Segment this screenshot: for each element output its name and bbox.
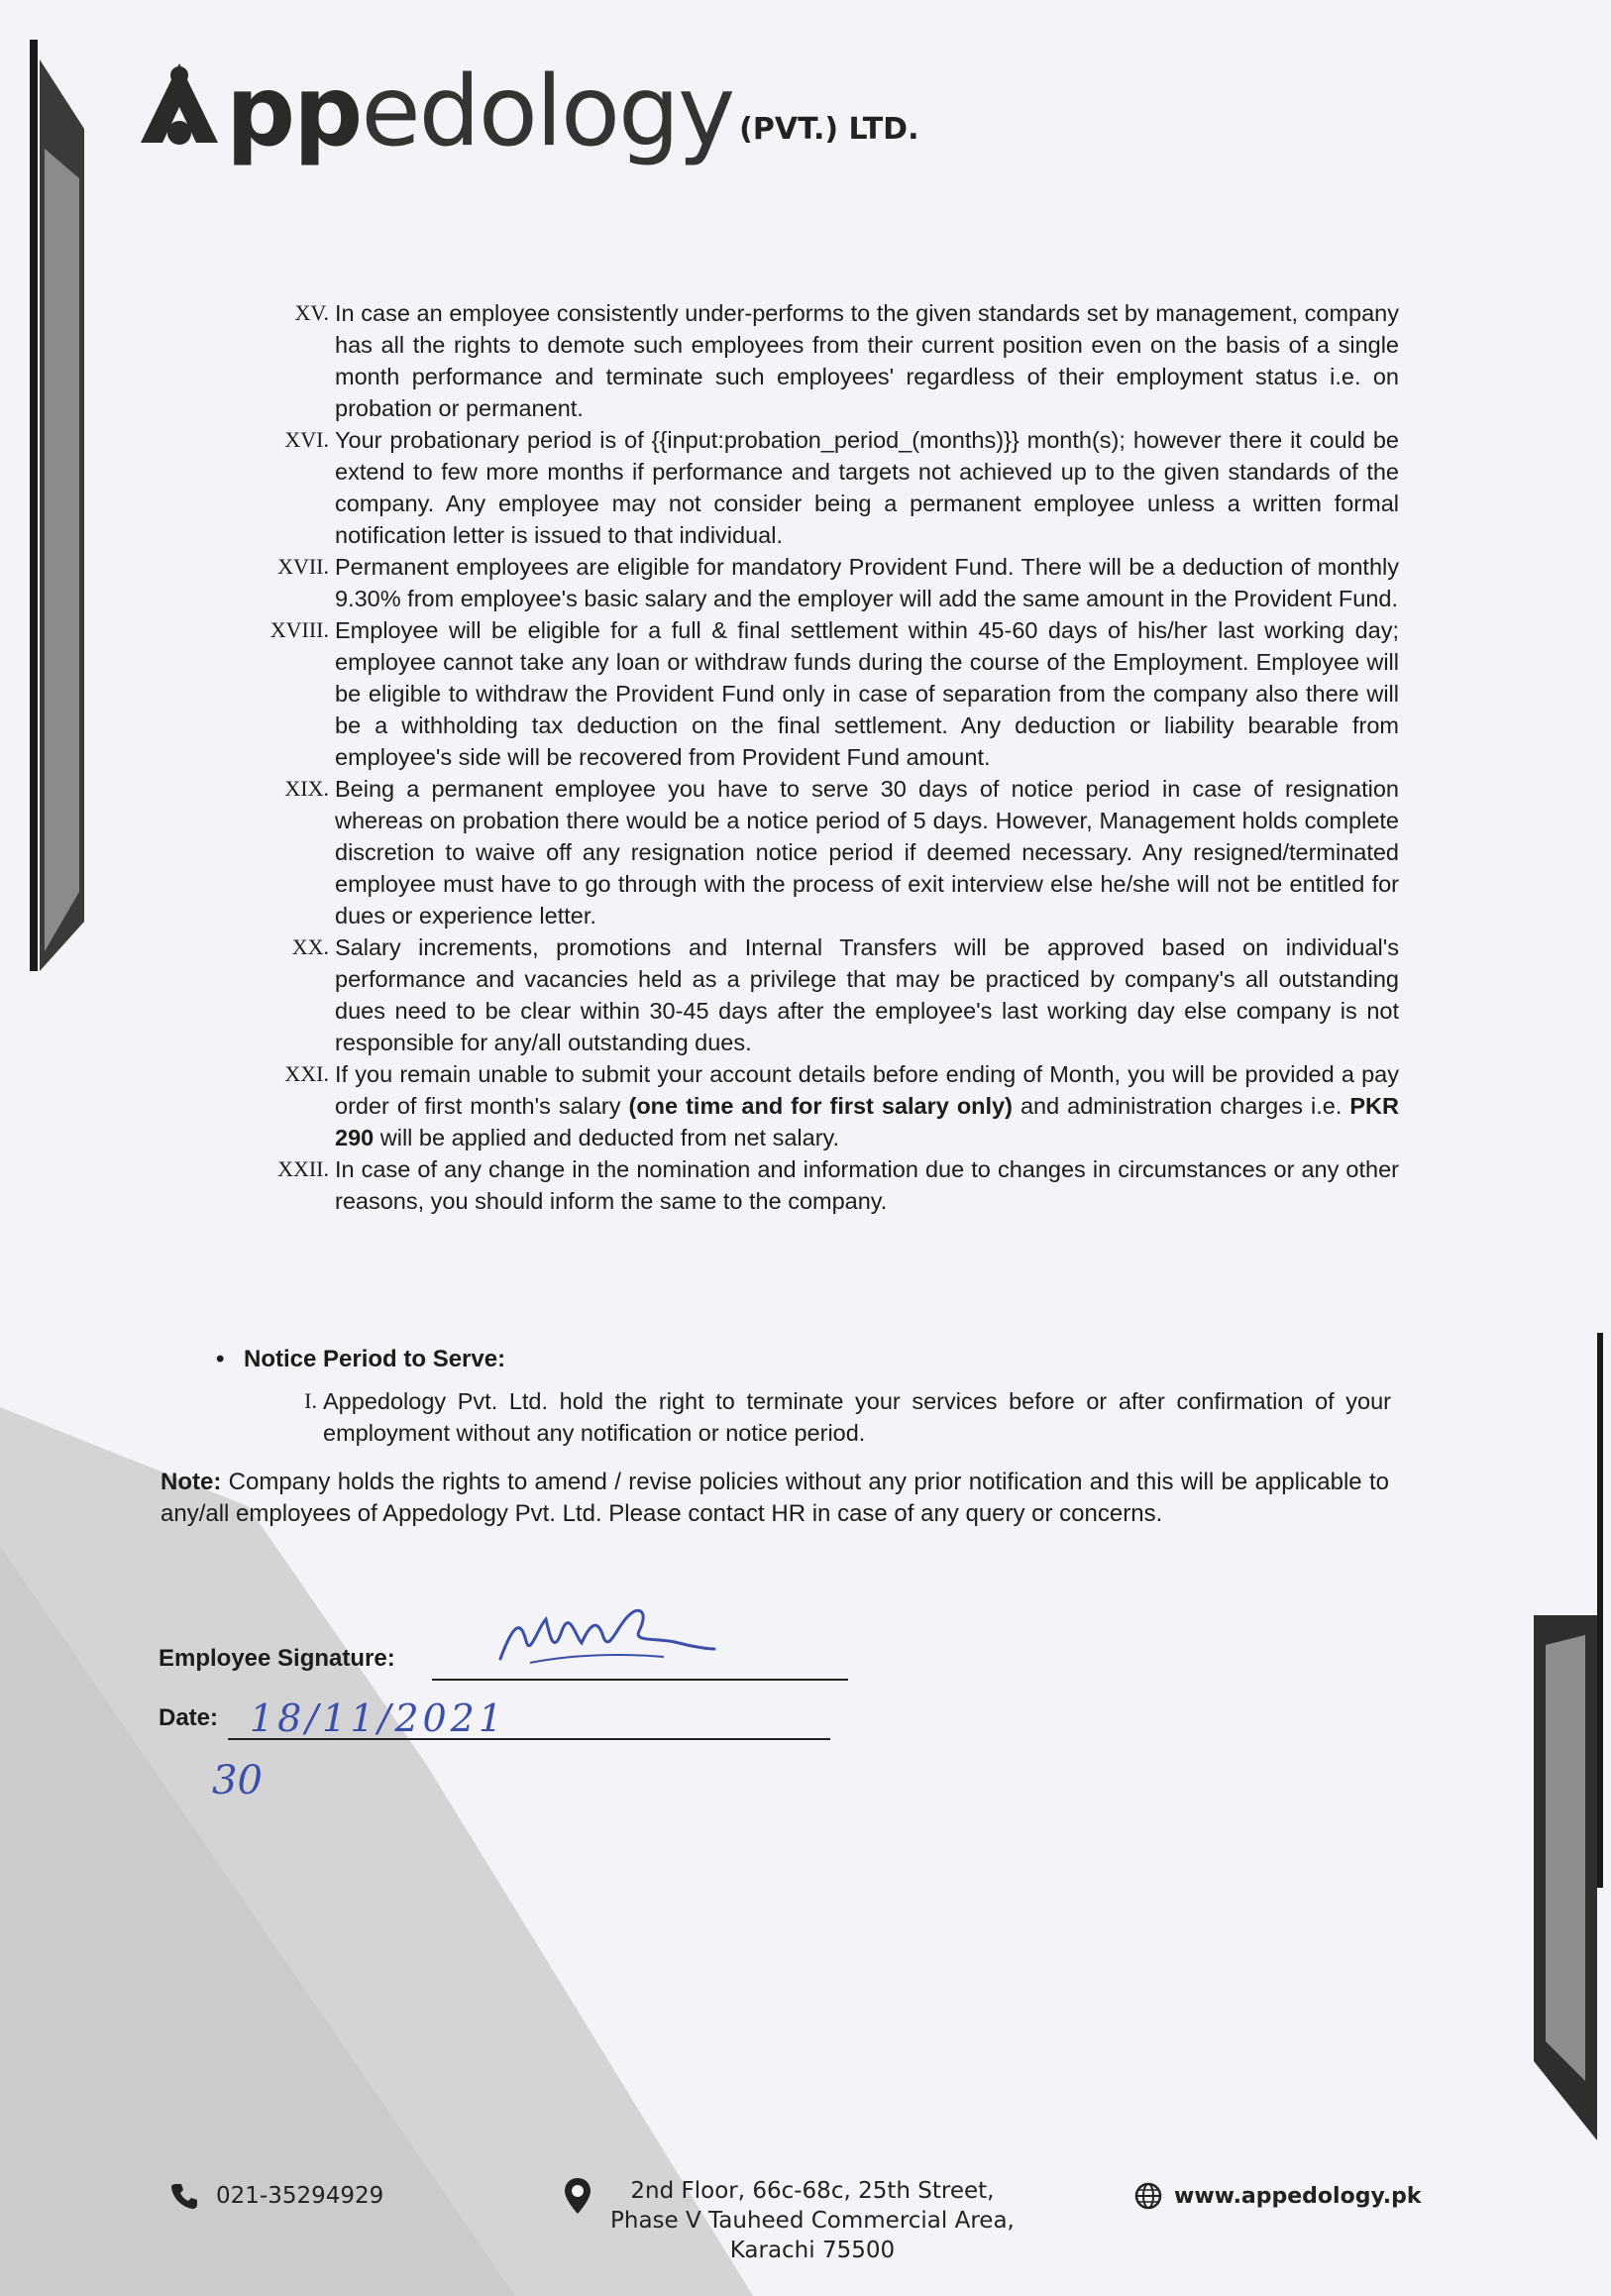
phone-number: 021-35294929 xyxy=(216,2183,384,2209)
footer-phone xyxy=(170,2182,383,2210)
footer-address xyxy=(563,2176,1015,2265)
policy-note xyxy=(161,1467,1389,1530)
clause-text: Your probationary period is of {{input:probation_period_(months)}} month(s); however there it could be extend to few more months if performance and targets not achieved up to the given standards of the company. Any employee may not consider being a permanent employee unless a written formal notification letter is issued to that individual. xyxy=(335,427,1399,548)
logo-text-bold: pp xyxy=(226,55,362,168)
clause-number: XX. xyxy=(291,934,329,959)
address-line-1: 2nd Floor, 66c-68c, 25th Street, xyxy=(630,2178,995,2204)
logo-suffix: (PVT.) LTD. xyxy=(739,112,919,147)
right-edge-bar xyxy=(1597,1333,1603,1888)
note-text: Company holds the rights to amend / revise policies without any prior notification and this will be applicable to any/all employees of Appedology Pvt. Ltd. Please contact HR in case of any query or concerns. xyxy=(161,1469,1389,1527)
clause-number: XIX. xyxy=(284,776,329,801)
signature-line xyxy=(432,1679,848,1681)
clause-text-bold: (one time and for first salary only) xyxy=(628,1093,1013,1119)
company-logo xyxy=(149,52,919,168)
location-pin-icon xyxy=(563,2176,592,2216)
clause-16 xyxy=(268,424,1399,551)
handwritten-signature xyxy=(490,1597,718,1677)
globe-icon xyxy=(1134,2182,1162,2210)
clause-number: XXI. xyxy=(284,1061,329,1086)
logo-text-light: edology xyxy=(361,55,734,168)
clause-text: Employee will be eligible for a full & final settlement within 45-60 days of his/her last working day; employee cannot take any loan or withdraw funds during the course of the Employment. Employee will be eligible to withdraw the Provident Fund only in case of separation from the company also there will be a withholding tax deduction on the final settlement. Any deduction or liability bearable from employee's side will be recovered from Provident Fund amount. xyxy=(335,617,1399,770)
date-label: Date: xyxy=(159,1704,219,1731)
clause-text-part: If you remain unable to submit your account details before ending of Month, you will be provided a pay order of first month's salary xyxy=(335,1061,1399,1119)
clause-number: XVII. xyxy=(277,554,329,579)
policy-clauses xyxy=(268,297,1399,1217)
phone-icon xyxy=(170,2182,198,2210)
clause-text: In case of any change in the nomination and information due to changes in circumstances or any other reasons, you should inform the same to the company. xyxy=(335,1156,1399,1214)
clause-21 xyxy=(268,1058,1399,1153)
clause-text: Being a permanent employee you have to serve 30 days of notice period in case of resignation whereas on probation there would be a notice period of 5 days. However, Management holds complete discretion to waive off any resignation notice period if deemed necessary. Any resigned/terminated employee must have to go through with the process of exit interview else he/she will not be entitled for dues or experience letter. xyxy=(335,776,1399,929)
logo-mark-icon xyxy=(135,55,224,155)
clause-number: XVI. xyxy=(284,427,329,452)
footer-website xyxy=(1134,2182,1422,2210)
clause-19 xyxy=(268,773,1399,931)
note-label: Note: xyxy=(161,1469,222,1495)
clause-text: Salary increments, promotions and Internal Transfers will be approved based on individual's performance and vacancies held as a privilege that may be practiced by company's all outstanding dues need to be clear within 30-45 days after the employee's last working day else company is not responsible for any/all outstanding dues. xyxy=(335,934,1399,1055)
clause-text-part: will be applied and deducted from net salary. xyxy=(374,1125,840,1150)
clause-text-part: and administration charges i.e. xyxy=(1012,1093,1350,1119)
clause-22 xyxy=(268,1153,1399,1217)
handwritten-date: 18/11/2021 xyxy=(250,1696,507,1740)
website-url[interactable]: www.appedology.pk xyxy=(1174,2183,1422,2209)
clause-number: I. xyxy=(304,1388,317,1413)
clause-number: XXII. xyxy=(277,1156,329,1181)
clause-20 xyxy=(268,931,1399,1058)
clause-text: Permanent employees are eligible for mandatory Provident Fund. There will be a deduction of monthly 9.30% from employee's basic salary and the employer will add the same amount in the Provident Fund. xyxy=(335,554,1399,611)
clause-text: In case an employee consistently under-performs to the given standards set by management, company has all the rights to demote such employees from their current position even on the basis of a single month performance and terminate such employees' regardless of their employment status i.e. on probation or permanent. xyxy=(335,300,1399,421)
notice-period-heading xyxy=(216,1344,505,1375)
clause-15 xyxy=(268,297,1399,424)
clause-text-bold: PKR 290 xyxy=(335,1093,1399,1150)
employee-signature-label: Employee Signature: xyxy=(159,1645,395,1672)
handwritten-day: 30 xyxy=(212,1758,263,1804)
clause-18 xyxy=(268,614,1399,773)
clause-text xyxy=(335,1058,1399,1153)
clause-number: XV. xyxy=(294,300,329,325)
clause-number: XVIII. xyxy=(269,617,329,642)
clause-text: Appedology Pvt. Ltd. hold the right to terminate your services before or after confirmation of your employment without any notification or notice period. xyxy=(323,1388,1391,1446)
notice-clause-1 xyxy=(287,1385,1391,1449)
notice-heading-text: Notice Period to Serve: xyxy=(244,1346,506,1372)
bullet: • xyxy=(216,1346,225,1372)
clause-17 xyxy=(268,551,1399,614)
left-edge-bar xyxy=(30,40,38,971)
address-line-2: Phase V Tauheed Commercial Area, xyxy=(610,2208,1015,2234)
address-line-3: Karachi 75500 xyxy=(729,2238,896,2263)
